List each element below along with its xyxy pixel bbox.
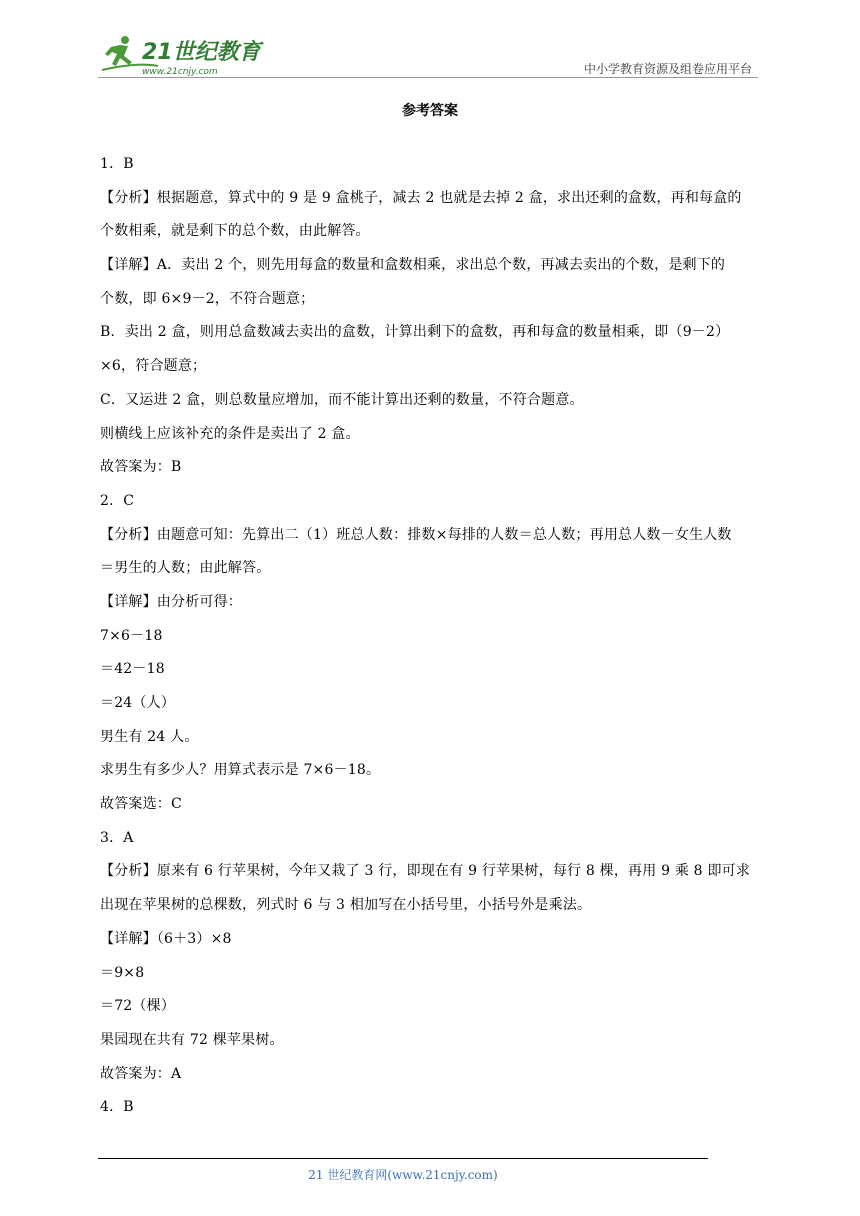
header-divider bbox=[98, 77, 758, 78]
text-line: ＝42－18 bbox=[100, 661, 165, 678]
text-line: 则横线上应该补充的条件是卖出了 2 盒。 bbox=[100, 425, 360, 442]
text-line: 【分析】根据题意，算式中的 9 是 9 盒桃子，减去 2 也就是去掉 2 盒，求出还剩的盒数，再和每盒的 bbox=[100, 189, 742, 206]
text-line: 7×6－18 bbox=[100, 627, 163, 644]
text-line: ＝24（人） bbox=[100, 695, 176, 711]
runner-icon bbox=[105, 36, 132, 66]
text-line: C．又运进 2 盒，则总数量应增加，而不能计算出还剩的数量，不符合题意。 bbox=[100, 391, 584, 408]
text-line: ＝男生的人数；由此解答。 bbox=[100, 560, 271, 577]
text-line: 故答案为：A bbox=[100, 1065, 182, 1082]
text-line: 【详解】由分析可得： bbox=[100, 593, 242, 610]
text-line: 出现在苹果树的总棵数，列式时 6 与 3 相加写在小括号里，小括号外是乘法。 bbox=[100, 897, 592, 914]
text-line: 故答案为：B bbox=[100, 459, 182, 476]
text-line: B．卖出 2 盒，则用总盒数减去卖出的盒数，计算出剩下的盒数，再和每盒的数量相乘，即（9－2） bbox=[100, 324, 730, 341]
text-line: 故答案选：C bbox=[100, 796, 182, 813]
logo-21cnjy bbox=[98, 32, 268, 76]
text-line: 1．B bbox=[100, 156, 134, 172]
text-line: ＝9×8 bbox=[100, 964, 145, 981]
text-line: 3．A bbox=[100, 829, 134, 846]
text-line: 个数，即 6×9－2，不符合题意； bbox=[100, 290, 315, 307]
logo-url: www.21cnjy.com bbox=[142, 67, 218, 76]
text-line: 【详解】A．卖出 2 个，则先用每盒的数量和盒数相乘，求出总个数，再减去卖出的个数，是剩下的 bbox=[100, 257, 726, 274]
text-line: 个数相乘，就是剩下的总个数，由此解答。 bbox=[100, 223, 370, 240]
text-line: 【分析】原来有 6 行苹果树，今年又栽了 3 行，即现在有 9 行苹果树，每行 8 棵，再用 9 乘 8 即可求 bbox=[100, 863, 751, 880]
text-line: 【分析】由题意可知：先算出二（1）班总人数：排数×每排的人数＝总人数；再用总人数－女生人数 bbox=[100, 526, 732, 543]
page-title: 参考答案 bbox=[402, 103, 458, 119]
text-line: 2．C bbox=[100, 492, 135, 509]
text-line: ＝72（棵） bbox=[100, 998, 176, 1015]
page-header bbox=[98, 30, 758, 78]
text-line: 求男生有多少人？用算式表示是 7×6－18。 bbox=[100, 762, 381, 779]
answer-content bbox=[100, 148, 764, 1125]
text-line: ×6，符合题意； bbox=[100, 358, 207, 375]
text-line: 【详解】（6＋3）×8 bbox=[100, 930, 232, 947]
footer-divider bbox=[98, 1158, 708, 1159]
platform-name: 中小学教育资源及组卷应用平台 bbox=[583, 62, 752, 76]
page-footer: 21 世纪教育网(www.21cnjy.com) bbox=[308, 1168, 498, 1182]
text-line: 果园现在共有 72 棵苹果树。 bbox=[100, 1031, 284, 1048]
text-line: 男生有 24 人。 bbox=[100, 728, 199, 745]
text-line: 4．B bbox=[100, 1099, 134, 1116]
logo-text: 21世纪教育 bbox=[142, 40, 261, 65]
